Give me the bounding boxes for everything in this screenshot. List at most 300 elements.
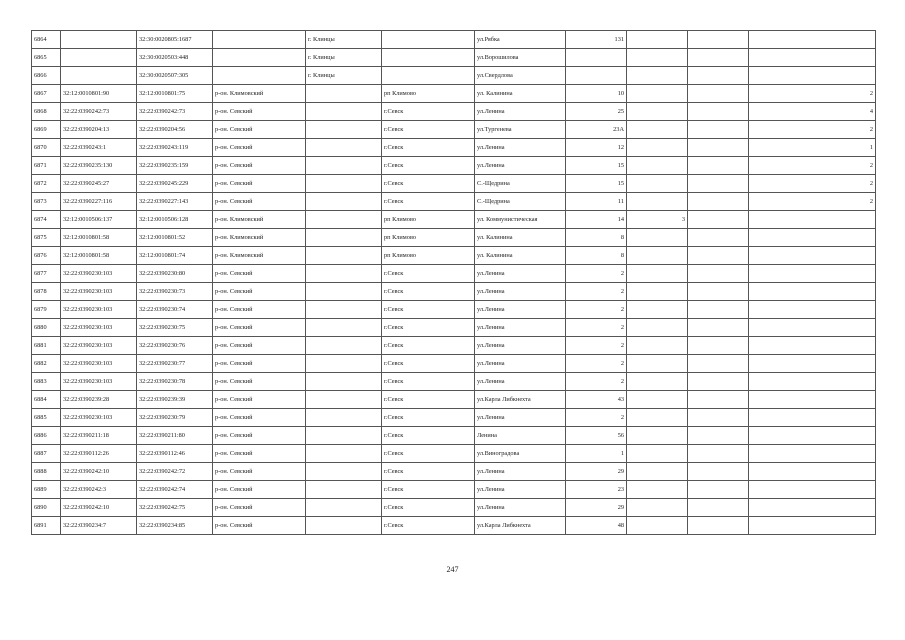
district-cell: р-он. Севский — [213, 355, 306, 373]
street-cell: ул. Коммунистическая — [475, 211, 566, 229]
table-row — [32, 319, 876, 337]
district-cell — [213, 31, 306, 49]
house-number-cell — [566, 67, 627, 85]
building-cell — [627, 445, 688, 463]
settlement-cell — [382, 31, 475, 49]
cadastral-number-cell: 32:22:0390230:75 — [137, 319, 213, 337]
table-row — [32, 373, 876, 391]
street-cell: ул.Ленина — [475, 301, 566, 319]
city-cell — [306, 121, 382, 139]
record-number-cell: 6883 — [32, 373, 61, 391]
empty-cell — [688, 427, 749, 445]
city-cell — [306, 283, 382, 301]
record-number-cell: 6888 — [32, 463, 61, 481]
cadastral-number-cell: 32:22:0390211:80 — [137, 427, 213, 445]
city-cell — [306, 481, 382, 499]
city-cell — [306, 265, 382, 283]
apartment-cell: 2 — [749, 121, 876, 139]
apartment-cell: 2 — [749, 175, 876, 193]
street-cell: ул.Ленина — [475, 139, 566, 157]
house-number-cell: 1 — [566, 445, 627, 463]
apartment-cell — [749, 517, 876, 535]
empty-cell — [688, 49, 749, 67]
settlement-cell: г.Севск — [382, 139, 475, 157]
table-row — [32, 283, 876, 301]
empty-cell — [688, 85, 749, 103]
previous-cadastral-number-cell: 32:22:0390230:103 — [61, 319, 137, 337]
record-number-cell: 6879 — [32, 301, 61, 319]
cadastral-number-cell: 32:22:0390242:74 — [137, 481, 213, 499]
district-cell: р-он. Севский — [213, 319, 306, 337]
street-cell: ул.Ленина — [475, 409, 566, 427]
apartment-cell — [749, 463, 876, 481]
district-cell: р-он. Севский — [213, 193, 306, 211]
street-cell: ул.Ленина — [475, 355, 566, 373]
table-row — [32, 175, 876, 193]
city-cell: г. Клинцы — [306, 67, 382, 85]
house-number-cell: 2 — [566, 265, 627, 283]
house-number-cell: 15 — [566, 157, 627, 175]
building-cell — [627, 193, 688, 211]
district-cell — [213, 49, 306, 67]
previous-cadastral-number-cell: 32:12:0010801:58 — [61, 229, 137, 247]
district-cell: р-он. Севский — [213, 517, 306, 535]
city-cell — [306, 427, 382, 445]
district-cell: р-он. Севский — [213, 265, 306, 283]
city-cell — [306, 85, 382, 103]
empty-cell — [688, 517, 749, 535]
previous-cadastral-number-cell: 32:22:0390112:26 — [61, 445, 137, 463]
table-row — [32, 445, 876, 463]
city-cell — [306, 355, 382, 373]
apartment-cell — [749, 283, 876, 301]
district-cell: р-он. Севский — [213, 157, 306, 175]
building-cell — [627, 517, 688, 535]
table-row — [32, 355, 876, 373]
settlement-cell: г.Севск — [382, 121, 475, 139]
house-number-cell: 23 — [566, 481, 627, 499]
house-number-cell: 2 — [566, 301, 627, 319]
table-row — [32, 103, 876, 121]
empty-cell — [688, 355, 749, 373]
table-row — [32, 409, 876, 427]
empty-cell — [688, 265, 749, 283]
settlement-cell: рп Климово — [382, 85, 475, 103]
previous-cadastral-number-cell: 32:22:0390242:3 — [61, 481, 137, 499]
settlement-cell: г.Севск — [382, 373, 475, 391]
street-cell: ул.Ленина — [475, 265, 566, 283]
apartment-cell — [749, 481, 876, 499]
previous-cadastral-number-cell: 32:22:0390230:103 — [61, 373, 137, 391]
record-number-cell: 6868 — [32, 103, 61, 121]
cadastral-number-cell: 32:22:0390242:72 — [137, 463, 213, 481]
table-row — [32, 157, 876, 175]
district-cell: р-он. Севский — [213, 175, 306, 193]
apartment-cell — [749, 337, 876, 355]
street-cell: ул.Ленина — [475, 103, 566, 121]
apartment-cell: 2 — [749, 157, 876, 175]
house-number-cell — [566, 49, 627, 67]
building-cell — [627, 103, 688, 121]
record-number-cell: 6867 — [32, 85, 61, 103]
settlement-cell: г.Севск — [382, 355, 475, 373]
house-number-cell: 2 — [566, 283, 627, 301]
city-cell — [306, 247, 382, 265]
settlement-cell: г.Севск — [382, 337, 475, 355]
settlement-cell: г.Севск — [382, 175, 475, 193]
settlement-cell — [382, 67, 475, 85]
empty-cell — [688, 481, 749, 499]
table-row — [32, 31, 876, 49]
apartment-cell — [749, 427, 876, 445]
empty-cell — [688, 211, 749, 229]
house-number-cell: 15 — [566, 175, 627, 193]
cadastral-number-cell: 32:22:0390245:229 — [137, 175, 213, 193]
city-cell — [306, 409, 382, 427]
settlement-cell: г.Севск — [382, 499, 475, 517]
street-cell: ул.Ленина — [475, 373, 566, 391]
building-cell — [627, 175, 688, 193]
table-row — [32, 301, 876, 319]
previous-cadastral-number-cell: 32:22:0390242:73 — [61, 103, 137, 121]
table-row — [32, 193, 876, 211]
apartment-cell — [749, 355, 876, 373]
district-cell: р-он. Севский — [213, 445, 306, 463]
house-number-cell: 10 — [566, 85, 627, 103]
apartment-cell — [749, 499, 876, 517]
apartment-cell — [749, 67, 876, 85]
record-number-cell: 6876 — [32, 247, 61, 265]
previous-cadastral-number-cell: 32:12:0010801:90 — [61, 85, 137, 103]
settlement-cell: г.Севск — [382, 427, 475, 445]
record-number-cell: 6886 — [32, 427, 61, 445]
building-cell — [627, 67, 688, 85]
previous-cadastral-number-cell: 32:22:0390234:7 — [61, 517, 137, 535]
previous-cadastral-number-cell: 32:22:0390245:27 — [61, 175, 137, 193]
district-cell: р-он. Севский — [213, 391, 306, 409]
city-cell — [306, 517, 382, 535]
building-cell — [627, 319, 688, 337]
building-cell — [627, 121, 688, 139]
cadastral-number-cell: 32:30:0020805:1687 — [137, 31, 213, 49]
city-cell — [306, 499, 382, 517]
district-cell: р-он. Севский — [213, 373, 306, 391]
settlement-cell: г.Севск — [382, 301, 475, 319]
record-number-cell: 6875 — [32, 229, 61, 247]
settlement-cell: рп Климово — [382, 229, 475, 247]
record-number-cell: 6870 — [32, 139, 61, 157]
previous-cadastral-number-cell: 32:22:0390230:103 — [61, 355, 137, 373]
district-cell: р-он. Севский — [213, 139, 306, 157]
record-number-cell: 6880 — [32, 319, 61, 337]
house-number-cell: 23А — [566, 121, 627, 139]
empty-cell — [688, 157, 749, 175]
record-number-cell: 6865 — [32, 49, 61, 67]
record-number-cell: 6884 — [32, 391, 61, 409]
apartment-cell — [749, 211, 876, 229]
cadastral-number-cell: 32:22:0390230:79 — [137, 409, 213, 427]
house-number-cell: 2 — [566, 355, 627, 373]
house-number-cell: 8 — [566, 229, 627, 247]
empty-cell — [688, 337, 749, 355]
settlement-cell: г.Севск — [382, 319, 475, 337]
house-number-cell: 48 — [566, 517, 627, 535]
record-number-cell: 6871 — [32, 157, 61, 175]
table-row — [32, 247, 876, 265]
street-cell: ул.Ленина — [475, 481, 566, 499]
settlement-cell: г.Севск — [382, 517, 475, 535]
house-number-cell: 56 — [566, 427, 627, 445]
record-number-cell: 6872 — [32, 175, 61, 193]
empty-cell — [688, 247, 749, 265]
building-cell — [627, 427, 688, 445]
cadastral-number-cell: 32:22:0390112:46 — [137, 445, 213, 463]
street-cell: ул.Карла Либкнехта — [475, 517, 566, 535]
record-number-cell: 6866 — [32, 67, 61, 85]
street-cell: ул. Калинина — [475, 247, 566, 265]
apartment-cell: 1 — [749, 139, 876, 157]
empty-cell — [688, 103, 749, 121]
previous-cadastral-number-cell: 32:22:0390242:10 — [61, 463, 137, 481]
apartment-cell — [749, 247, 876, 265]
record-number-cell: 6890 — [32, 499, 61, 517]
record-number-cell: 6873 — [32, 193, 61, 211]
previous-cadastral-number-cell: 32:22:0390204:13 — [61, 121, 137, 139]
district-cell: р-он. Севский — [213, 337, 306, 355]
record-number-cell: 6881 — [32, 337, 61, 355]
record-number-cell: 6885 — [32, 409, 61, 427]
apartment-cell: 2 — [749, 193, 876, 211]
district-cell: р-он. Климовский — [213, 247, 306, 265]
cadastral-number-cell: 32:22:0390230:80 — [137, 265, 213, 283]
empty-cell — [688, 409, 749, 427]
building-cell — [627, 247, 688, 265]
table-row — [32, 265, 876, 283]
record-number-cell: 6891 — [32, 517, 61, 535]
cadastral-number-cell: 32:22:0390227:143 — [137, 193, 213, 211]
cadastral-number-cell: 32:22:0390230:77 — [137, 355, 213, 373]
district-cell: р-он. Севский — [213, 103, 306, 121]
house-number-cell: 2 — [566, 337, 627, 355]
empty-cell — [688, 67, 749, 85]
property-register-table — [31, 30, 876, 535]
building-cell — [627, 265, 688, 283]
table-body — [32, 31, 876, 535]
district-cell: р-он. Климовский — [213, 211, 306, 229]
cadastral-number-cell: 32:22:0390230:73 — [137, 283, 213, 301]
house-number-cell: 2 — [566, 373, 627, 391]
settlement-cell: г.Севск — [382, 103, 475, 121]
settlement-cell: г.Севск — [382, 391, 475, 409]
house-number-cell: 43 — [566, 391, 627, 409]
cadastral-number-cell: 32:30:0020503:448 — [137, 49, 213, 67]
house-number-cell: 131 — [566, 31, 627, 49]
record-number-cell: 6887 — [32, 445, 61, 463]
apartment-cell — [749, 409, 876, 427]
city-cell — [306, 175, 382, 193]
apartment-cell — [749, 301, 876, 319]
city-cell — [306, 463, 382, 481]
street-cell: ул.Виноградова — [475, 445, 566, 463]
record-number-cell: 6878 — [32, 283, 61, 301]
previous-cadastral-number-cell: 32:22:0390242:10 — [61, 499, 137, 517]
record-number-cell: 6864 — [32, 31, 61, 49]
apartment-cell — [749, 391, 876, 409]
district-cell: р-он. Климовский — [213, 85, 306, 103]
cadastral-number-cell: 32:22:0390235:159 — [137, 157, 213, 175]
apartment-cell — [749, 445, 876, 463]
previous-cadastral-number-cell: 32:22:0390235:130 — [61, 157, 137, 175]
previous-cadastral-number-cell: 32:22:0390243:1 — [61, 139, 137, 157]
house-number-cell: 2 — [566, 319, 627, 337]
record-number-cell: 6882 — [32, 355, 61, 373]
previous-cadastral-number-cell: 32:12:0010801:58 — [61, 247, 137, 265]
apartment-cell: 2 — [749, 85, 876, 103]
cadastral-number-cell: 32:22:0390243:119 — [137, 139, 213, 157]
building-cell — [627, 157, 688, 175]
apartment-cell — [749, 229, 876, 247]
table-row — [32, 427, 876, 445]
empty-cell — [688, 283, 749, 301]
street-cell: ул.Ленина — [475, 157, 566, 175]
district-cell: р-он. Севский — [213, 463, 306, 481]
building-cell — [627, 481, 688, 499]
empty-cell — [688, 31, 749, 49]
street-cell: ул. Калинина — [475, 85, 566, 103]
house-number-cell: 2 — [566, 409, 627, 427]
page-number: 247 — [446, 565, 459, 574]
table-row — [32, 499, 876, 517]
empty-cell — [688, 319, 749, 337]
table-row — [32, 85, 876, 103]
house-number-cell: 8 — [566, 247, 627, 265]
building-cell — [627, 49, 688, 67]
city-cell: г. Клинцы — [306, 31, 382, 49]
table-row — [32, 67, 876, 85]
settlement-cell: г.Севск — [382, 193, 475, 211]
building-cell — [627, 409, 688, 427]
street-cell: С.-Щедрина — [475, 193, 566, 211]
city-cell — [306, 103, 382, 121]
table-row — [32, 481, 876, 499]
cadastral-number-cell: 32:12:0010801:52 — [137, 229, 213, 247]
apartment-cell — [749, 49, 876, 67]
table-row — [32, 337, 876, 355]
street-cell: ул.Ленина — [475, 463, 566, 481]
district-cell: р-он. Севский — [213, 481, 306, 499]
empty-cell — [688, 229, 749, 247]
street-cell: ул.Ленина — [475, 283, 566, 301]
city-cell — [306, 157, 382, 175]
district-cell — [213, 67, 306, 85]
table-row — [32, 121, 876, 139]
city-cell — [306, 337, 382, 355]
city-cell — [306, 193, 382, 211]
previous-cadastral-number-cell — [61, 67, 137, 85]
cadastral-number-cell: 32:22:0390204:56 — [137, 121, 213, 139]
previous-cadastral-number-cell: 32:22:0390230:103 — [61, 301, 137, 319]
apartment-cell — [749, 31, 876, 49]
empty-cell — [688, 193, 749, 211]
cadastral-number-cell: 32:30:0020507:305 — [137, 67, 213, 85]
building-cell — [627, 301, 688, 319]
cadastral-number-cell: 32:22:0390230:74 — [137, 301, 213, 319]
street-cell: ул.Карла Либкнехта — [475, 391, 566, 409]
settlement-cell: г.Севск — [382, 409, 475, 427]
district-cell: р-он. Севский — [213, 301, 306, 319]
settlement-cell — [382, 49, 475, 67]
previous-cadastral-number-cell: 32:22:0390227:116 — [61, 193, 137, 211]
previous-cadastral-number-cell: 32:22:0390211:18 — [61, 427, 137, 445]
building-cell — [627, 373, 688, 391]
house-number-cell: 25 — [566, 103, 627, 121]
table-row — [32, 139, 876, 157]
record-number-cell: 6889 — [32, 481, 61, 499]
previous-cadastral-number-cell: 32:22:0390230:103 — [61, 283, 137, 301]
building-cell — [627, 85, 688, 103]
district-cell: р-он. Севский — [213, 427, 306, 445]
settlement-cell: рп Климово — [382, 247, 475, 265]
cadastral-number-cell: 32:22:0390239:39 — [137, 391, 213, 409]
cadastral-number-cell: 32:12:0010801:75 — [137, 85, 213, 103]
cadastral-number-cell: 32:22:0390242:75 — [137, 499, 213, 517]
record-number-cell: 6874 — [32, 211, 61, 229]
street-cell: ул.Рябка — [475, 31, 566, 49]
city-cell — [306, 391, 382, 409]
previous-cadastral-number-cell — [61, 49, 137, 67]
apartment-cell: 4 — [749, 103, 876, 121]
city-cell — [306, 445, 382, 463]
empty-cell — [688, 373, 749, 391]
cadastral-number-cell: 32:22:0390242:73 — [137, 103, 213, 121]
settlement-cell: г.Севск — [382, 265, 475, 283]
building-cell — [627, 229, 688, 247]
street-cell: ул.Тургенева — [475, 121, 566, 139]
table-row — [32, 391, 876, 409]
previous-cadastral-number-cell: 32:22:0390239:28 — [61, 391, 137, 409]
street-cell: ул.Ленина — [475, 319, 566, 337]
district-cell: р-он. Климовский — [213, 229, 306, 247]
apartment-cell — [749, 319, 876, 337]
city-cell: г. Клинцы — [306, 49, 382, 67]
previous-cadastral-number-cell: 32:22:0390230:103 — [61, 337, 137, 355]
house-number-cell: 12 — [566, 139, 627, 157]
previous-cadastral-number-cell: 32:22:0390230:103 — [61, 409, 137, 427]
table-row — [32, 517, 876, 535]
building-cell — [627, 283, 688, 301]
previous-cadastral-number-cell: 32:12:0010506:137 — [61, 211, 137, 229]
building-cell — [627, 463, 688, 481]
district-cell: р-он. Севский — [213, 409, 306, 427]
house-number-cell: 29 — [566, 499, 627, 517]
city-cell — [306, 373, 382, 391]
record-number-cell: 6877 — [32, 265, 61, 283]
empty-cell — [688, 463, 749, 481]
settlement-cell: г.Севск — [382, 157, 475, 175]
building-cell — [627, 391, 688, 409]
city-cell — [306, 139, 382, 157]
table-row — [32, 211, 876, 229]
city-cell — [306, 301, 382, 319]
building-cell — [627, 337, 688, 355]
empty-cell — [688, 175, 749, 193]
building-cell — [627, 499, 688, 517]
empty-cell — [688, 121, 749, 139]
building-cell — [627, 139, 688, 157]
district-cell: р-он. Севский — [213, 499, 306, 517]
building-cell: 3 — [627, 211, 688, 229]
city-cell — [306, 229, 382, 247]
